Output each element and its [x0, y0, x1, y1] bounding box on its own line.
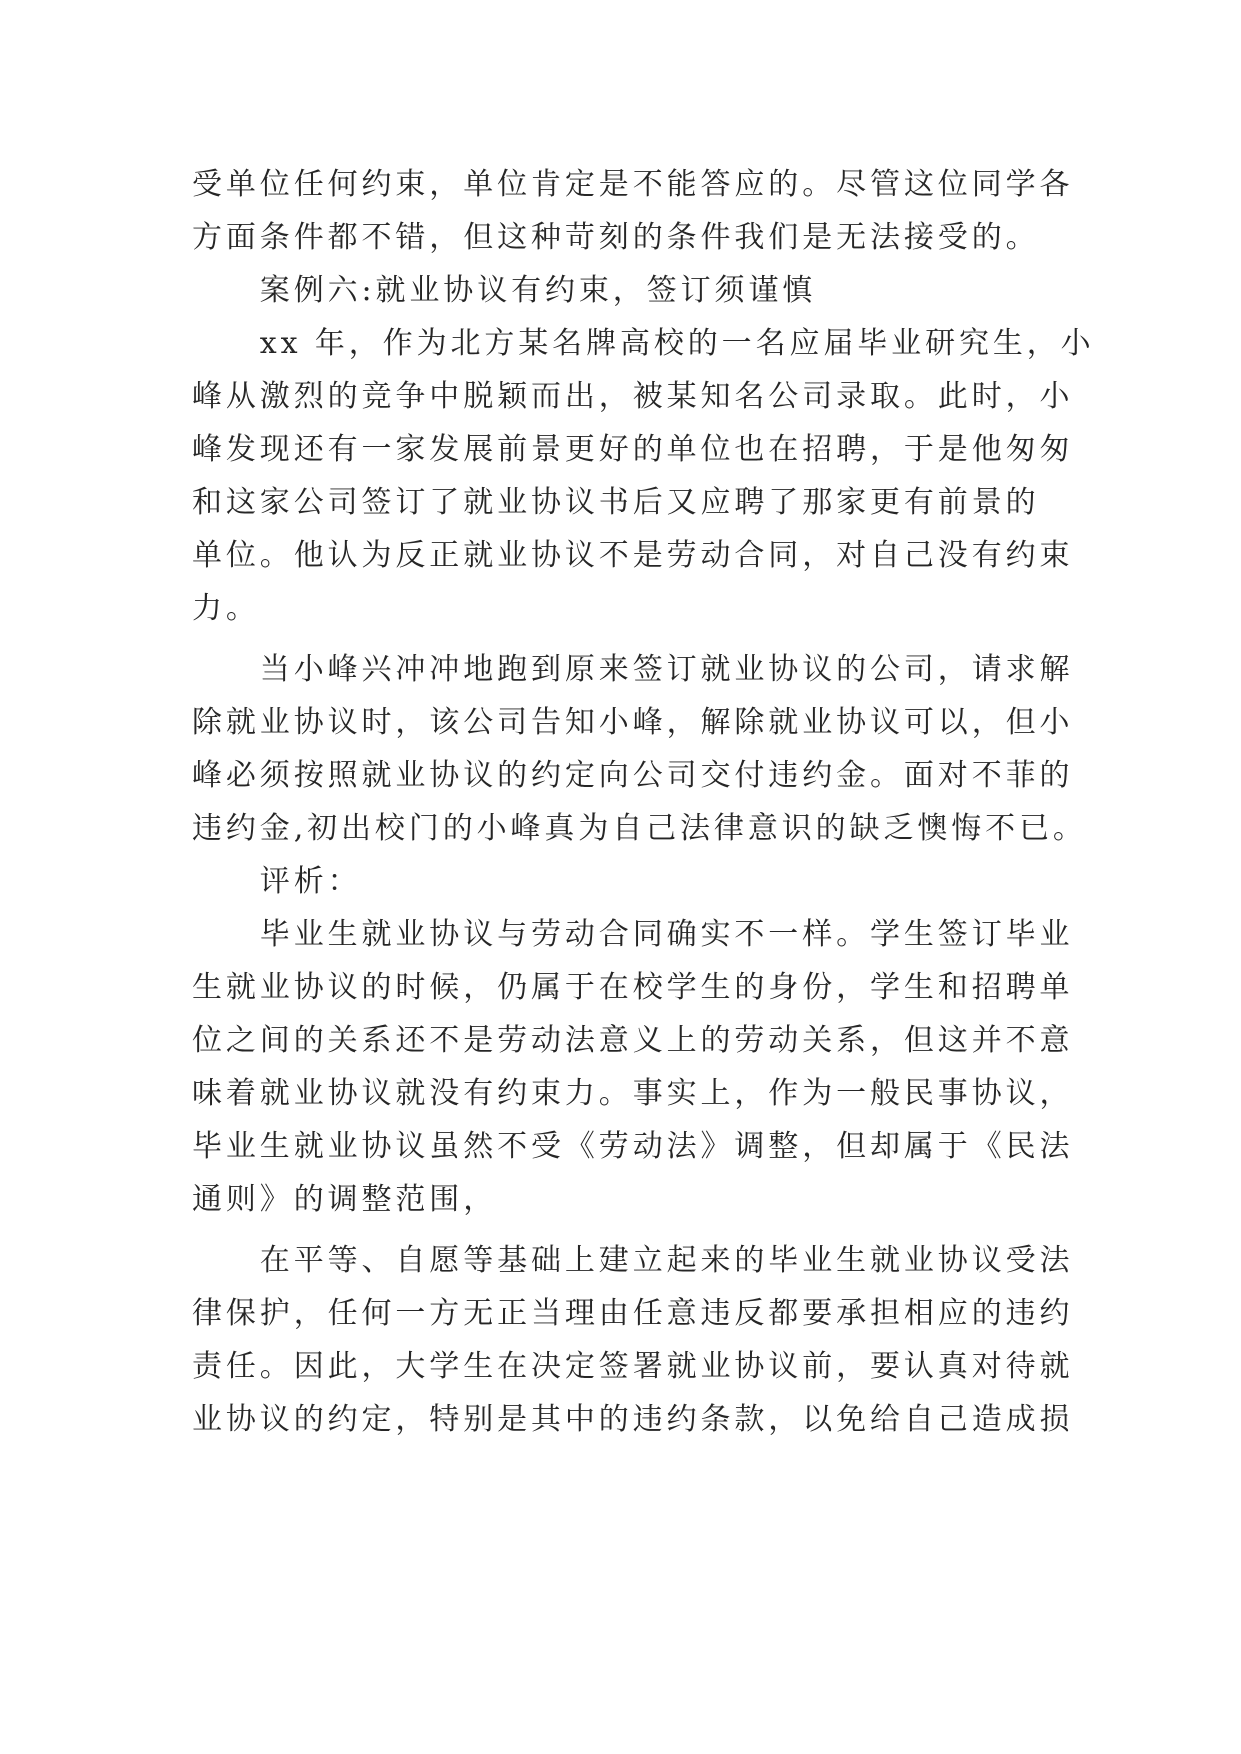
text-line: 方面条件都不错，但这种苛刻的条件我们是无法接受的。	[192, 220, 1040, 255]
text-line: 生就业协议的时候，仍属于在校学生的身份，学生和招聘单	[192, 970, 1074, 1005]
text-line: 位之间的关系还不是劳动法意义上的劳动关系，但这并不意	[192, 1023, 1074, 1058]
text-line: 当小峰兴冲冲地跑到原来签订就业协议的公司，请求解	[192, 652, 1074, 687]
text-line: 通则》的调整范围，	[192, 1182, 498, 1217]
text-line: xx 年，作为北方某名牌高校的一名应届毕业研究生，小	[192, 326, 1095, 361]
text-line: 毕业生就业协议虽然不受《劳动法》调整，但却属于《民法	[192, 1129, 1074, 1164]
text-line: 在平等、自愿等基础上建立起来的毕业生就业协议受法	[192, 1243, 1074, 1278]
text-line: 责任。因此，大学生在决定签署就业协议前，要认真对待就	[192, 1349, 1074, 1384]
text-line: 峰发现还有一家发展前景更好的单位也在招聘，于是他匆匆	[192, 432, 1074, 467]
text-line: 味着就业协议就没有约束力。事实上，作为一般民事协议，	[192, 1076, 1074, 1111]
section-heading: 评析：	[192, 864, 362, 899]
text-line: 峰从激烈的竞争中脱颖而出，被某知名公司录取。此时，小	[192, 379, 1074, 414]
text-line: 业协议的约定，特别是其中的违约条款，以免给自己造成损	[192, 1402, 1074, 1437]
text-line: 毕业生就业协议与劳动合同确实不一样。学生签订毕业	[192, 917, 1074, 952]
text-line: 除就业协议时，该公司告知小峰，解除就业协议可以，但小	[192, 705, 1074, 740]
text-line: 律保护，任何一方无正当理由任意违反都要承担相应的违约	[192, 1296, 1074, 1331]
section-heading: 案例六:就业协议有约束，签订须谨慎	[192, 273, 817, 308]
text-line: 受单位任何约束，单位肯定是不能答应的。尽管这位同学各	[192, 167, 1074, 202]
document-body	[192, 158, 1095, 1446]
text-line: 和这家公司签订了就业协议书后又应聘了那家更有前景的	[192, 485, 1040, 520]
text-line: 单位。他认为反正就业协议不是劳动合同，对自己没有约束	[192, 538, 1074, 573]
text-line: 峰必须按照就业协议的约定向公司交付违约金。面对不菲的	[192, 758, 1074, 793]
text-line: 力。	[192, 591, 260, 626]
text-line: 违约金,初出校门的小峰真为自己法律意识的缺乏懊悔不已。	[192, 811, 1087, 846]
